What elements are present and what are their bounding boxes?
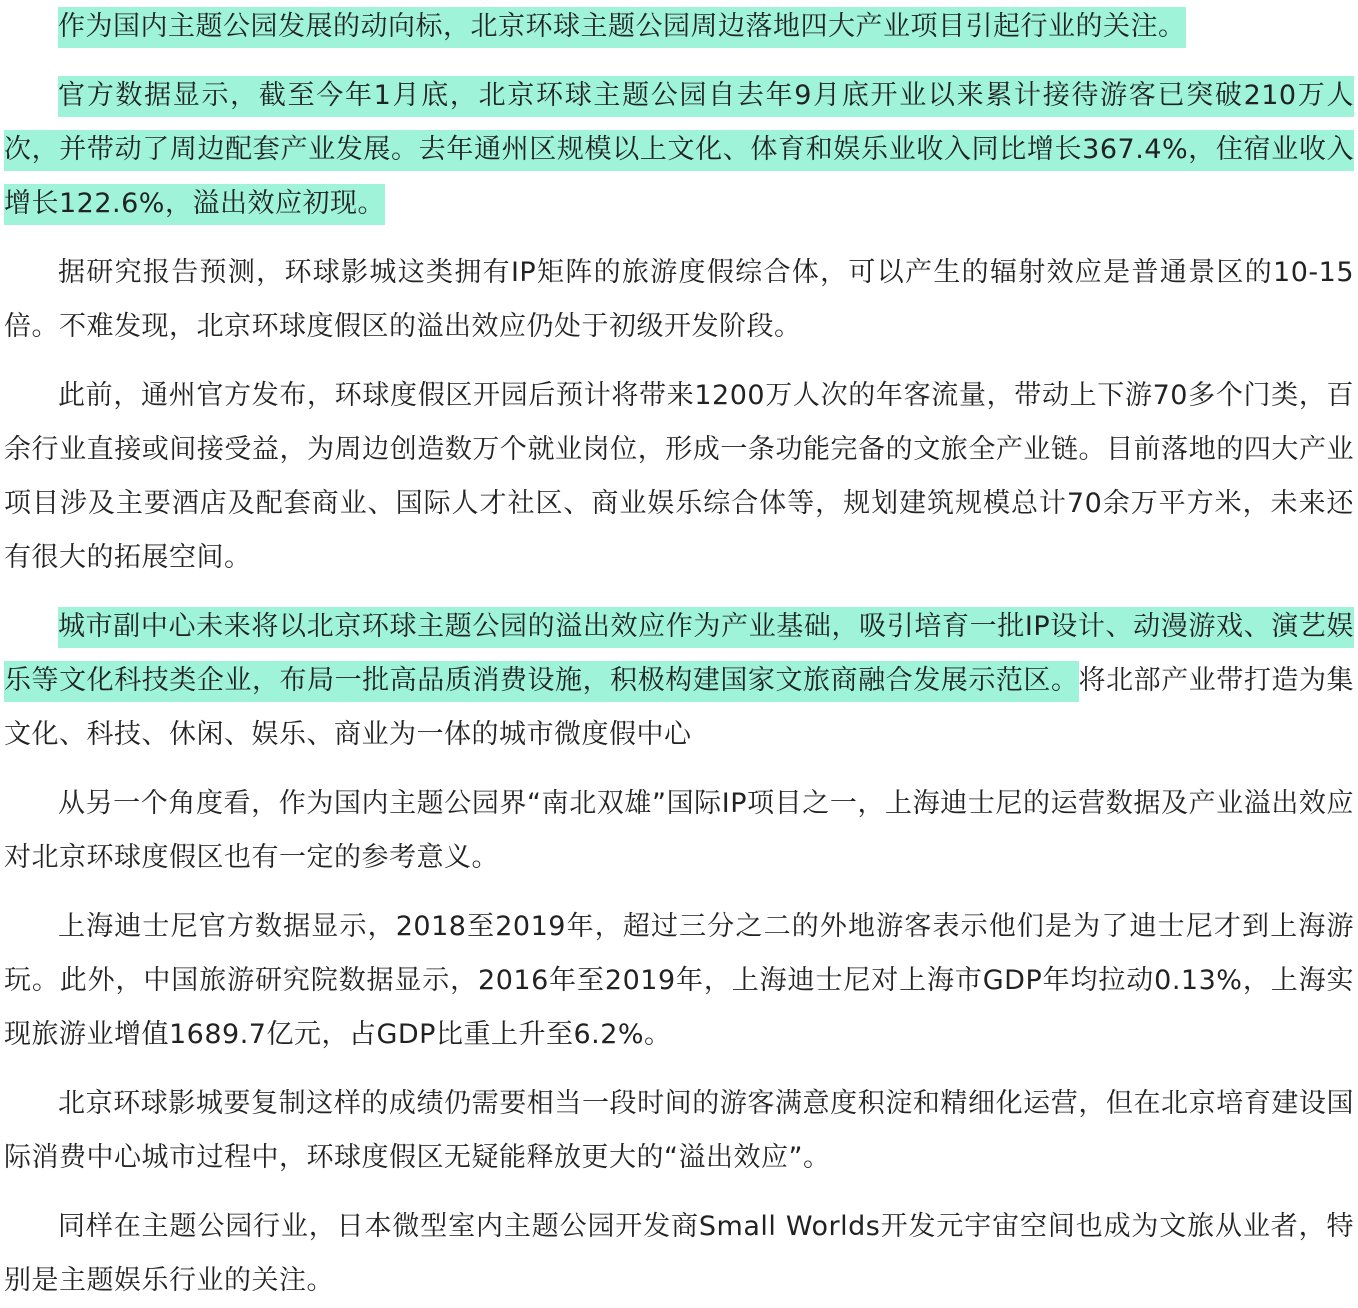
highlighted-text: 作为国内主题公园发展的动向标，北京环球主题公园周边落地四大产业项目引起行业的关注。	[58, 7, 1186, 48]
paragraph-3	[4, 246, 1354, 354]
plain-text: 此前，通州官方发布，环球度假区开园后预计将带来1200万人次的年客流量，带动上下游70多个门类，百余行业直接或间接受益，为周边创造数万个就业岗位，形成一条功能完备的文旅全产业链。目前落地的四大产业项目涉及主要酒店及配套商业、国际人才社区、商业娱乐综合体等，规划建筑规模总计70余万平方米，未来还有很大的拓展空间。	[4, 380, 1354, 573]
highlighted-text: 官方数据显示，截至今年1月底，北京环球主题公园自去年9月底开业以来累计接待游客已突破210万人次，并带动了周边配套产业发展。去年通州区规模以上文化、体育和娱乐业收入同比增长367.4%，住宿业收入增长122.6%，溢出效应初现。	[4, 76, 1354, 225]
plain-text: 将北部产业带打造为集文化、科技、休闲、娱乐、商业为一体的城市微度假中心	[4, 665, 1354, 750]
highlighted-text: 城市副中心未来将以北京环球主题公园的溢出效应作为产业基础，吸引培育一批IP设计、动漫游戏、演艺娱乐等文化科技类企业，布局一批高品质消费设施，积极构建国家文旅商融合发展示范区。	[4, 607, 1354, 702]
plain-text: 北京环球影城要复制这样的成绩仍需要相当一段时间的游客满意度积淀和精细化运营，但在北京培育建设国际消费中心城市过程中，环球度假区无疑能释放更大的“溢出效应”。	[4, 1088, 1354, 1173]
paragraph-6	[4, 777, 1354, 885]
plain-text: 据研究报告预测，环球影城这类拥有IP矩阵的旅游度假综合体，可以产生的辐射效应是普通景区的10-15倍。不难发现，北京环球度假区的溢出效应仍处于初级开发阶段。	[4, 257, 1354, 342]
paragraph-7	[4, 900, 1354, 1062]
plain-text: 从另一个角度看，作为国内主题公园界“南北双雄”国际IP项目之一，上海迪士尼的运营数据及产业溢出效应对北京环球度假区也有一定的参考意义。	[4, 788, 1354, 873]
paragraph-9	[4, 1200, 1354, 1308]
paragraph-1	[4, 0, 1354, 54]
paragraph-8	[4, 1077, 1354, 1185]
plain-text: 上海迪士尼官方数据显示，2018至2019年，超过三分之二的外地游客表示他们是为了迪士尼才到上海游玩。此外，中国旅游研究院数据显示，2016年至2019年，上海迪士尼对上海市GDP年均拉动0.13%，上海实现旅游业增值1689.7亿元，占GDP比重上升至6.2%。	[4, 911, 1354, 1050]
plain-text: 同样在主题公园行业，日本微型室内主题公园开发商Small Worlds开发元宇宙空间也成为文旅从业者，特别是主题娱乐行业的关注。	[4, 1211, 1354, 1296]
paragraph-5	[4, 600, 1354, 762]
paragraph-4	[4, 369, 1354, 585]
paragraph-2	[4, 69, 1354, 231]
